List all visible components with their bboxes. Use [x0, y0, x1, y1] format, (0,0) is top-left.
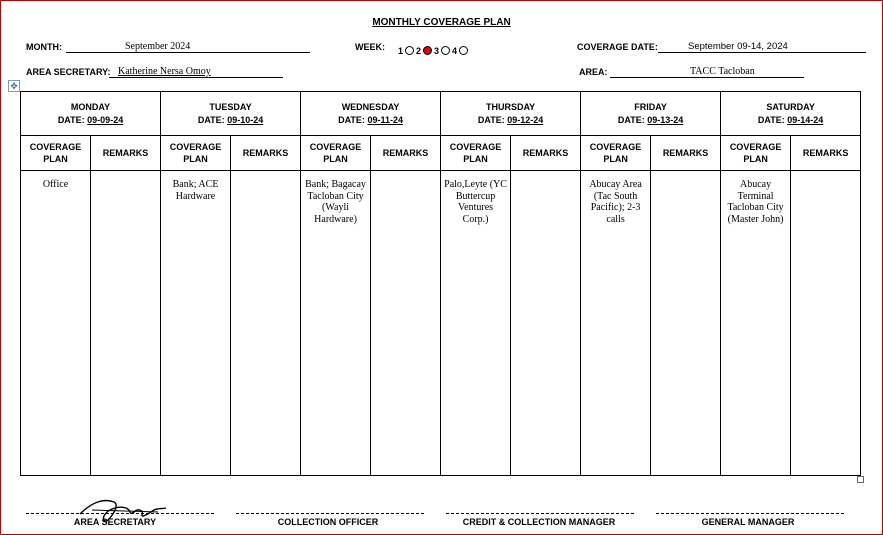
plan-cell-tuesday[interactable]	[161, 171, 231, 476]
general-manager-sign-line	[656, 513, 844, 514]
week-label: WEEK:	[355, 42, 385, 52]
date-label: DATE:	[757, 114, 785, 125]
area-secretary-underline	[109, 77, 283, 78]
remarks-header: REMARKS	[91, 136, 161, 171]
area-value[interactable]: TACC Tacloban	[690, 66, 755, 77]
credit-collection-manager-sign-label: CREDIT & COLLECTION MANAGER	[462, 517, 616, 527]
collection-officer-sign-line	[236, 513, 424, 514]
remarks-header: REMARKS	[791, 136, 861, 171]
day-date[interactable]: 09-12-24	[507, 114, 544, 125]
plan-cell-thursday[interactable]	[441, 171, 511, 476]
remarks-header: REMARKS	[651, 136, 721, 171]
area-secretary-value[interactable]: Katherine Nersa Omoy	[118, 66, 211, 77]
week-option-3-label: 3	[434, 46, 440, 56]
day-header-thursday	[441, 92, 581, 136]
day-name: WEDNESDAY	[341, 101, 400, 112]
remarks-cell-saturday[interactable]	[791, 171, 861, 476]
page-title: MONTHLY COVERAGE PLAN	[372, 17, 511, 28]
remarks-header: REMARKS	[231, 136, 301, 171]
day-name: MONDAY	[70, 101, 111, 112]
month-label: MONTH:	[26, 42, 62, 52]
date-label: DATE:	[57, 114, 85, 125]
general-manager-sign-label: GENERAL MANAGER	[701, 517, 795, 527]
week-option-1-label: 1	[398, 46, 404, 56]
remarks-cell-thursday[interactable]	[511, 171, 581, 476]
day-date[interactable]: 09-13-24	[647, 114, 684, 125]
credit-collection-manager-sign-line	[446, 513, 634, 514]
month-value[interactable]: September 2024	[125, 41, 191, 52]
remarks-cell-wednesday[interactable]	[371, 171, 441, 476]
area-secretary-sign-label: AREA SECRETARY	[73, 517, 157, 527]
day-header-tuesday	[161, 92, 301, 136]
day-header-row	[21, 92, 861, 136]
plan-cell-wednesday[interactable]	[301, 171, 371, 476]
remarks-header: REMARKS	[511, 136, 581, 171]
date-label: DATE:	[338, 114, 365, 125]
plan-text: Bank; Bagacay Tacloban City (Wayli Hardware)	[305, 179, 366, 225]
plan-text: Office	[42, 179, 69, 190]
plan-cell-friday[interactable]	[581, 171, 651, 476]
remarks-cell-tuesday[interactable]	[231, 171, 301, 476]
plan-text: Bank; ACE Hardware	[172, 179, 219, 202]
table-resize-handle-icon[interactable]	[857, 476, 864, 483]
week-selector	[398, 41, 470, 59]
day-header-friday	[581, 92, 721, 136]
week-3-radio[interactable]	[441, 46, 450, 55]
area-secretary-sign-line	[26, 513, 214, 514]
week-1-radio[interactable]	[405, 46, 414, 55]
day-name: THURSDAY	[485, 101, 536, 112]
day-name: TUESDAY	[209, 101, 252, 112]
day-date[interactable]: 09-10-24	[227, 114, 264, 125]
plan-text: Abucay Area (Tac South Pacific); 2-3 calls	[589, 179, 642, 225]
date-label: DATE:	[197, 114, 225, 125]
coverage-plan-header: COVERAGE PLAN	[21, 136, 91, 171]
coverage-date-label: COVERAGE DATE:	[577, 42, 658, 52]
week-option-4-label: 4	[452, 46, 458, 56]
week-2-radio-selected[interactable]	[423, 46, 432, 55]
day-name: FRIDAY	[634, 101, 667, 112]
plan-text: Palo,Leyte (YC Buttercup Ventures Corp.)	[444, 179, 507, 225]
plan-cell-monday[interactable]	[21, 171, 91, 476]
coverage-table	[20, 91, 861, 476]
plan-text: Abucay Terminal Tacloban City (Master John)	[727, 179, 784, 225]
day-header-monday	[21, 92, 161, 136]
day-header-saturday	[721, 92, 861, 136]
area-label: AREA:	[579, 67, 608, 77]
plan-cell-saturday[interactable]	[721, 171, 791, 476]
area-secretary-label: AREA SECRETARY:	[26, 67, 111, 77]
remarks-cell-monday[interactable]	[91, 171, 161, 476]
week-option-2-label: 2	[416, 46, 422, 56]
coverage-date-value[interactable]: September 09-14, 2024	[688, 41, 788, 52]
remarks-cell-friday[interactable]	[651, 171, 721, 476]
date-label: DATE:	[477, 114, 505, 125]
coverage-plan-header: COVERAGE PLAN	[161, 136, 231, 171]
week-4-radio[interactable]	[459, 46, 468, 55]
collection-officer-sign-label: COLLECTION OFFICER	[277, 517, 379, 527]
date-label: DATE:	[617, 114, 645, 125]
coverage-plan-header: COVERAGE PLAN	[581, 136, 651, 171]
month-underline	[66, 52, 310, 53]
day-date[interactable]: 09-11-24	[367, 114, 403, 125]
table-move-handle-icon[interactable]: ✥	[8, 80, 20, 92]
coverage-plan-header: COVERAGE PLAN	[301, 136, 371, 171]
coverage-plan-header: COVERAGE PLAN	[441, 136, 511, 171]
day-header-wednesday	[301, 92, 441, 136]
day-date[interactable]: 09-09-24	[87, 114, 124, 125]
coverage-plan-header: COVERAGE PLAN	[721, 136, 791, 171]
day-name: SATURDAY	[766, 101, 815, 112]
remarks-header: REMARKS	[371, 136, 441, 171]
coverage-date-underline	[658, 52, 866, 53]
area-underline	[610, 77, 804, 78]
day-date[interactable]: 09-14-24	[787, 114, 824, 125]
plan-body-row	[21, 171, 861, 476]
sub-header-row	[21, 136, 861, 171]
